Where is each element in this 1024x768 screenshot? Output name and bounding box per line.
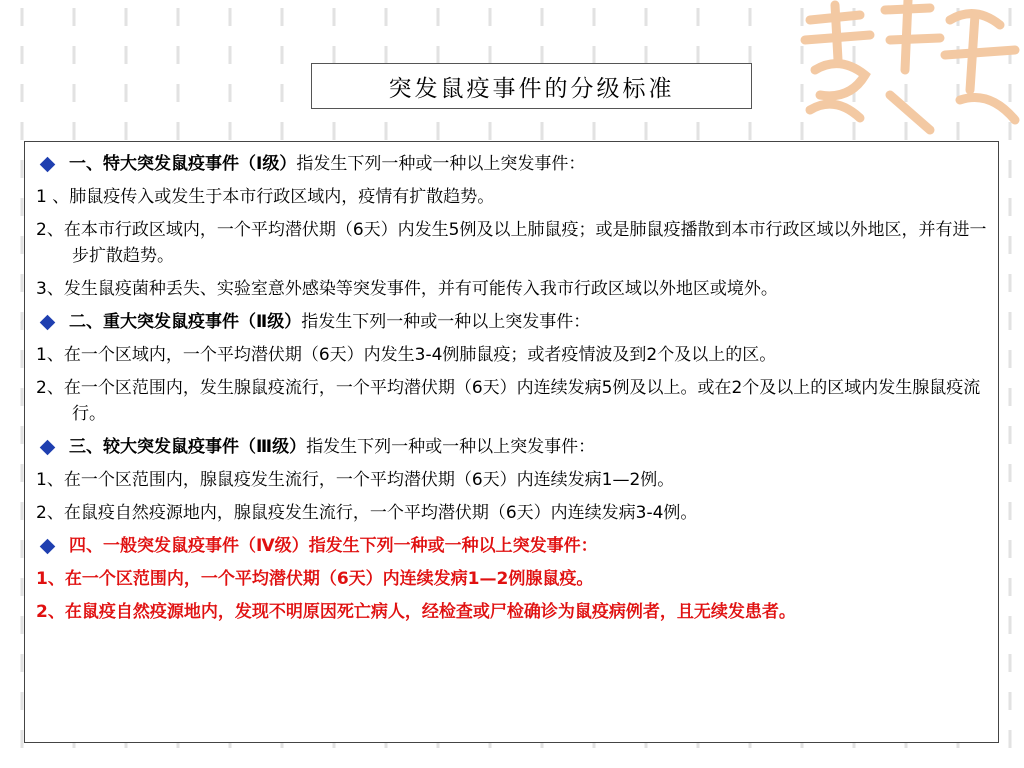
list-item: 2、在一个区范围内，发生腺鼠疫流行，一个平均潜伏期（6天）内连续发病5例及以上。或在2个及以上的区域内发生腺鼠疫流行。 [36,378,981,424]
heading-title: 三、较大突发鼠疫事件（Ⅲ级） [69,437,307,457]
diamond-bullet-icon [40,439,56,455]
list-item: 1 、肺鼠疫传入或发生于本市行政区域内，疫情有扩散趋势。 [36,187,495,207]
calligraphy-watermark [790,0,1024,140]
content-panel [24,141,999,743]
heading-title: 四、一般突发鼠疫事件（Ⅳ级） [69,536,309,556]
list-item: 2、在鼠疫自然疫源地内，发现不明原因死亡病人，经检查或尸检确诊为鼠疫病例者，且无续发患者。 [36,602,796,622]
list-item: 1、在一个区域内，一个平均潜伏期（6天）内发生3-4例肺鼠疫；或者疫情波及到2个及以上的区。 [36,345,777,365]
heading-description: 指发生下列一种或一种以上突发事件： [301,312,591,332]
heading-description: 指发生下列一种或一种以上突发事件： [306,437,596,457]
heading-title: 二、重大突发鼠疫事件（Ⅱ级） [69,312,302,332]
diamond-bullet-icon [40,314,56,330]
list-item: 2、在本市行政区域内，一个平均潜伏期（6天）内发生5例及以上肺鼠疫；或是肺鼠疫播散到本市行政区域以外地区，并有进一步扩散趋势。 [36,220,987,266]
diamond-bullet-icon [40,156,56,172]
list-item: 1、在一个区范围内，腺鼠疫发生流行，一个平均潜伏期（6天）内连续发病1—2例。 [36,470,675,490]
section-heading-level-1 [36,151,990,177]
section-heading-level-4 [36,533,990,559]
list-item: 1、在一个区范围内，一个平均潜伏期（6天）内连续发病1—2例腺鼠疫。 [36,569,594,589]
heading-title: 一、特大突发鼠疫事件（Ⅰ级） [69,154,297,174]
heading-description: 指发生下列一种或一种以上突发事件： [308,536,598,556]
slide-title: 突发鼠疫事件的分级标准 [311,63,752,109]
heading-description: 指发生下列一种或一种以上突发事件： [296,154,586,174]
list-item: 2、在鼠疫自然疫源地内，腺鼠疫发生流行，一个平均潜伏期（6天）内连续发病3-4例。 [36,503,698,523]
diamond-bullet-icon [40,538,56,554]
section-heading-level-3 [36,434,990,460]
list-item: 3、发生鼠疫菌种丢失、实验室意外感染等突发事件，并有可能传入我市行政区域以外地区或境外。 [36,279,778,299]
section-heading-level-2 [36,309,990,335]
